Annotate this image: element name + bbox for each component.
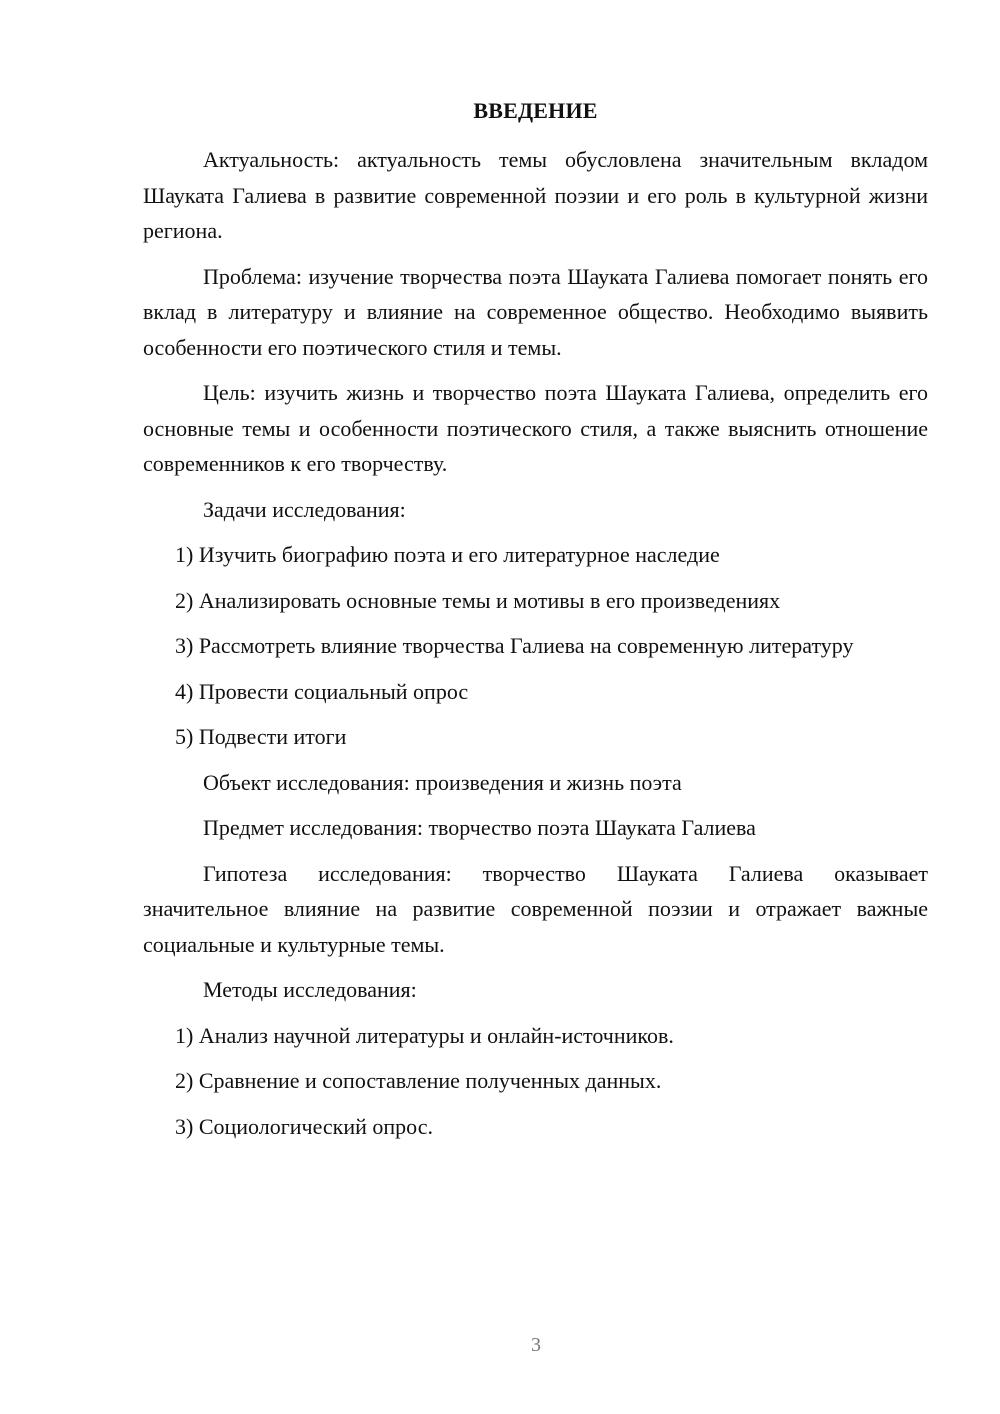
document-page (143, 96, 928, 1154)
list-item: 2) Анализировать основные темы и мотивы в его произведениях (175, 587, 781, 613)
page-number: 3 (531, 1334, 541, 1356)
object-line: Объект исследования: произведения и жизнь поэта (203, 769, 682, 795)
goal-paragraph: Цель: изучить жизнь и творчество поэта Шауката Галиева, определить его основные темы и особенности поэтического стиля, а также выяснить отношение современников к его творчеству. (143, 380, 928, 476)
methods-list (143, 1018, 928, 1145)
list-item: 3) Рассмотреть влияние творчества Галиева на современную литературу (175, 633, 854, 658)
list-item: 1) Изучить биографию поэта и его литературное наследие (175, 542, 720, 567)
hypothesis-paragraph: Гипотеза исследования: творчество Шауката Галиева оказывает значительное влияние на развитие современной поэзии и отражает важные социальные и культурные темы. (143, 860, 928, 957)
subject-line: Предмет исследования: творчество поэта Шауката Галиева (203, 815, 756, 840)
relevance-paragraph: Актуальность: актуальность темы обусловлена значительным вкладом Шауката Галиева в развитие современной поэзии и его роль в культурной жизни региона. (143, 147, 928, 243)
problem-paragraph: Проблема: изучение творчества поэта Шауката Галиева помогает понять его вклад в литературу и влияние на современное общество. Необходимо выявить особенности его поэтического стиля и темы. (143, 263, 928, 360)
list-item: 4) Провести социальный опрос (175, 678, 469, 704)
list-item: 3) Социологический опрос. (175, 1113, 433, 1139)
list-item: 1) Анализ научной литературы и онлайн-источников. (175, 1022, 674, 1048)
tasks-list (143, 537, 928, 755)
tasks-heading: Задачи исследования: (203, 496, 406, 522)
section-title: ВВЕДЕНИЕ (473, 98, 598, 123)
methods-heading: Методы исследования: (203, 977, 417, 1002)
list-item: 5) Подвести итоги (175, 724, 347, 749)
list-item: 2) Сравнение и сопоставление полученных данных. (175, 1068, 662, 1093)
